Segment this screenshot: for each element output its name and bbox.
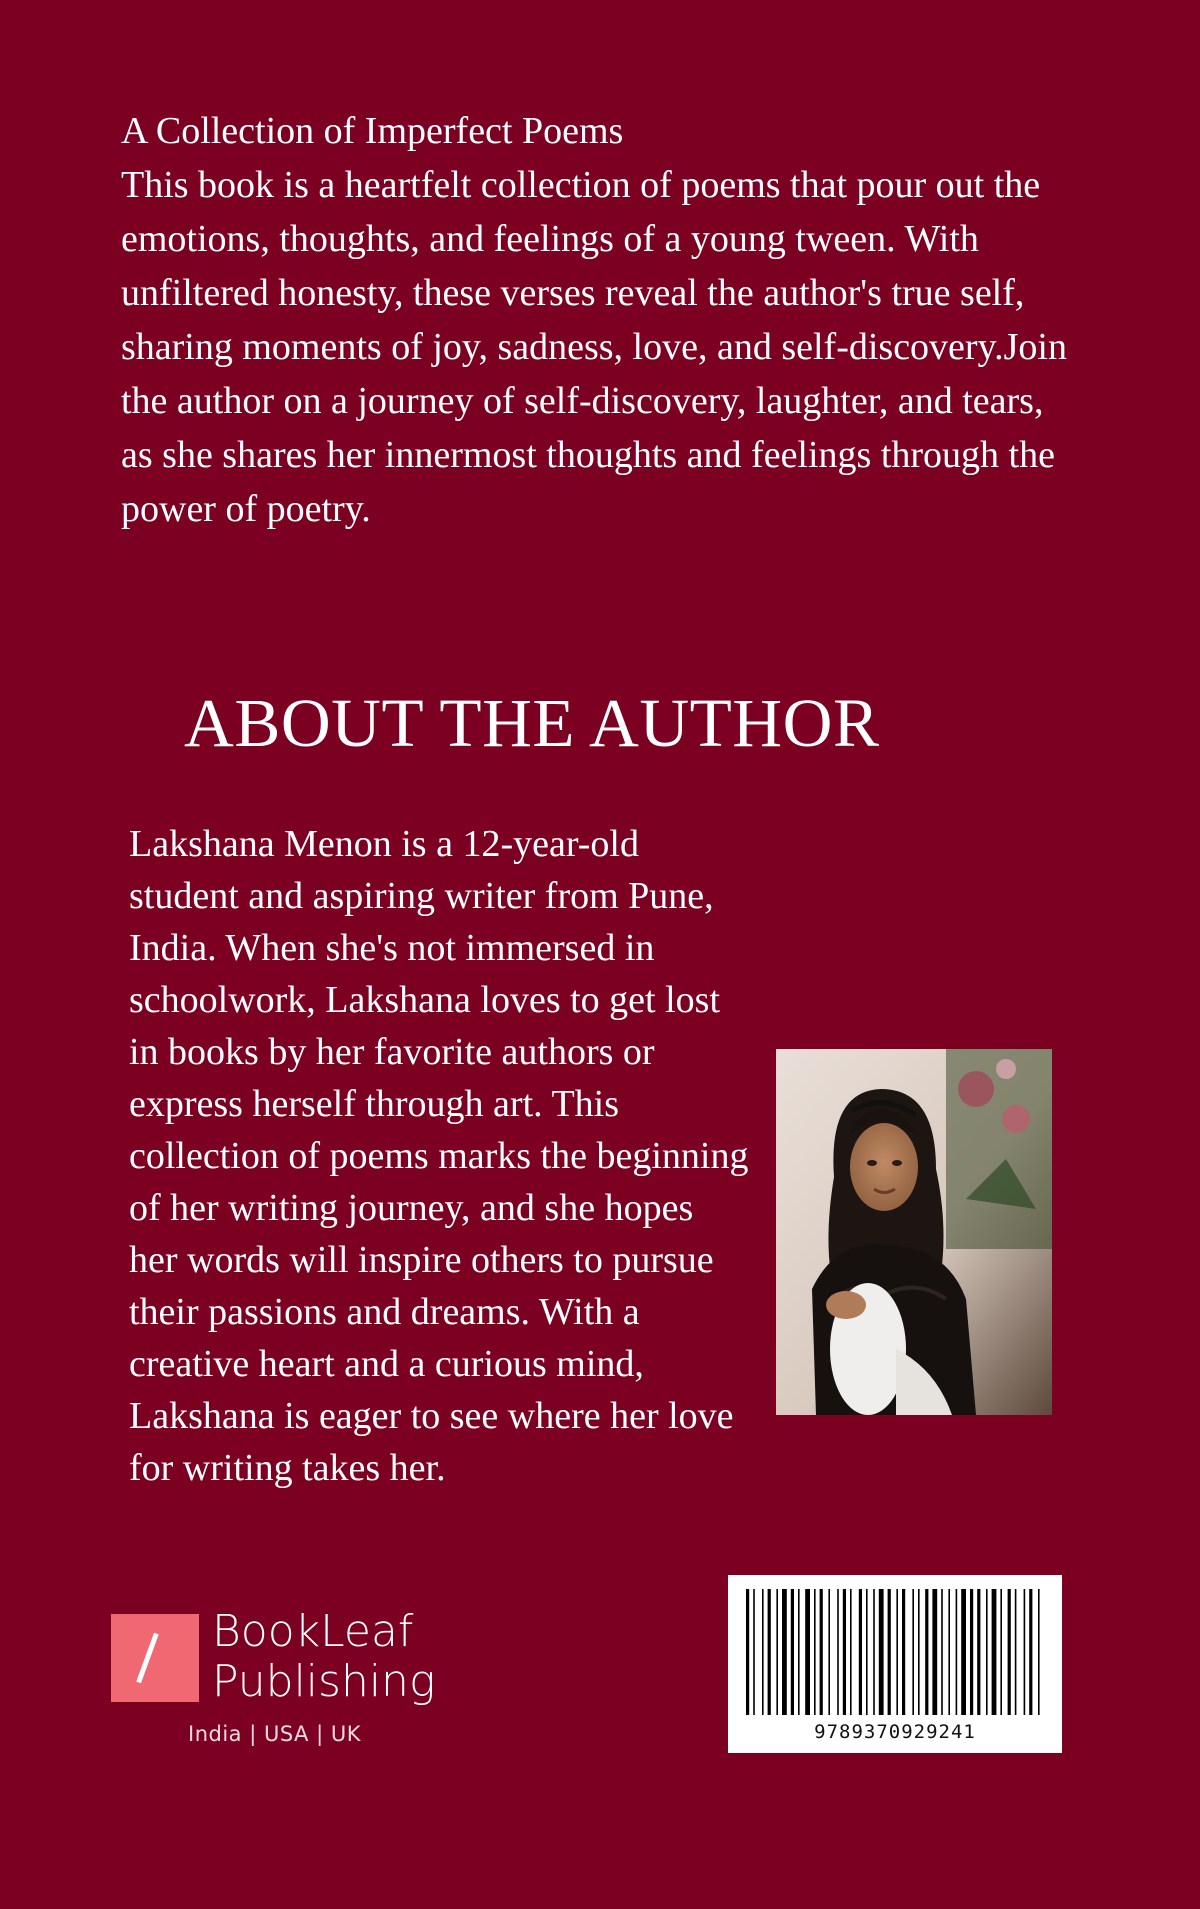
publisher-name <box>212 1607 435 1707</box>
isbn-barcode <box>728 1575 1062 1753</box>
author-photo <box>776 1049 1052 1415</box>
barcode-bars <box>744 1589 1046 1717</box>
blurb-body: This book is a heartfelt collection of poems that pour out the emotions, thoughts, and feelings of a young tween. With unfiltered honesty, these verses reveal the author's true self, sharing moments of joy, sadness, love, and self-discovery.Join the author on a journey of self-discovery, laughter, and tears, as she shares her innermost thoughts and feelings through the power of poetry. <box>121 164 1067 530</box>
isbn-number: 9789370929241 <box>814 1721 976 1743</box>
author-bio: Lakshana Menon is a 12-year-old student and aspiring writer from Pune, India. When she's not immersed in schoolwork, Lakshana loves to get lost in books by her favorite authors or express herself through art. This collection of poems marks the beginning of her writing journey, and she hopes her words will inspire others to pursue their passions and dreams. With a creative heart and a curious mind, Lakshana is eager to see where her love for writing takes her. <box>129 823 749 1489</box>
logo-slash-mark <box>136 1633 158 1684</box>
about-the-author-heading: ABOUT THE AUTHOR <box>184 685 880 761</box>
blurb-title: A Collection of Imperfect Poems <box>121 110 624 152</box>
publisher-regions: India | USA | UK <box>188 1722 361 1746</box>
bookleaf-logo <box>111 1614 199 1702</box>
publisher-name-line2: Publishing <box>212 1656 436 1707</box>
publisher-name-line1: BookLeaf <box>212 1606 414 1657</box>
blurb <box>121 104 1081 536</box>
